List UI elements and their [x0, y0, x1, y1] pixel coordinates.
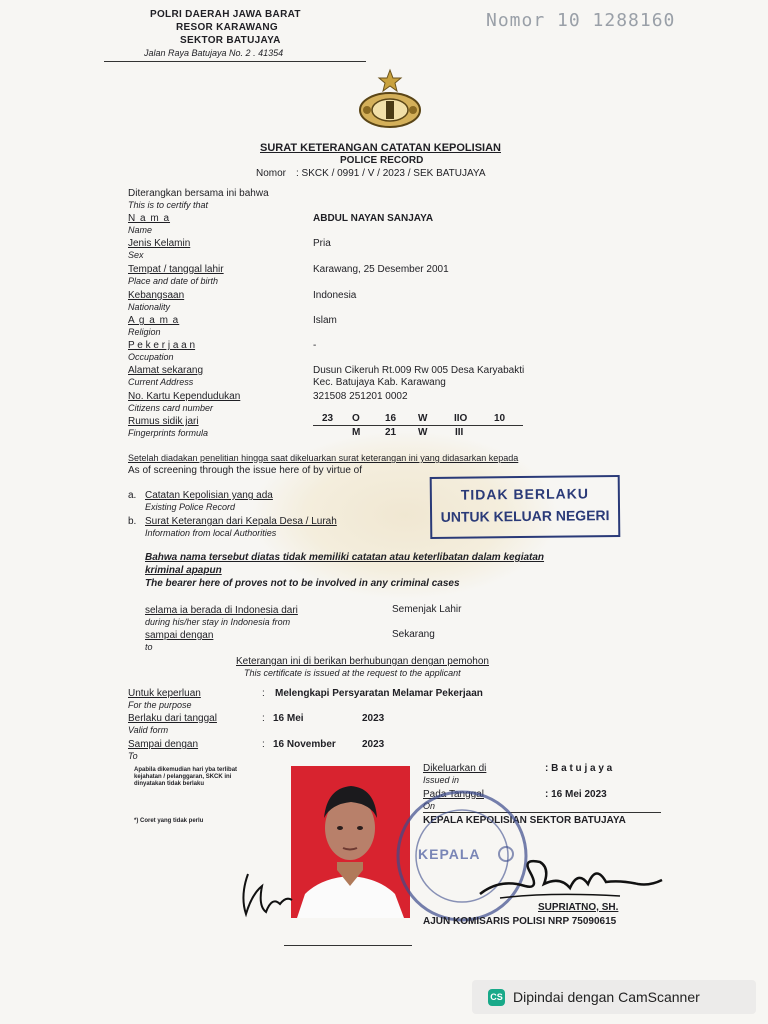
not-valid-abroad-stamp [430, 475, 621, 539]
purpose-label: Untuk keperluan [128, 688, 201, 699]
field-fingerprint-label: Rumus sidik jari [128, 416, 199, 427]
statement-line-2: kriminal apapun [145, 565, 222, 576]
document-serial-number: Nomor 10 1288160 [486, 10, 676, 31]
screening-b-en: Information from local Authorities [145, 528, 277, 538]
screening-a-en: Existing Police Record [145, 502, 236, 512]
applicant-signature [236, 866, 296, 922]
camscanner-logo-icon: CS [488, 989, 505, 1006]
valid-to-year: 2023 [362, 739, 385, 750]
field-occupation-label: P e k e r j a a n [128, 340, 196, 351]
fingerprint-top-2: O [352, 413, 360, 424]
field-address-en: Current Address [128, 377, 194, 387]
valid-to-en: To [128, 751, 138, 761]
screening-a-id: Catatan Kepolisian yang ada [145, 490, 273, 501]
field-occupation-en: Occupation [128, 352, 174, 362]
purpose-intro-id: Keterangan ini di berikan berhubungan dengan pemohon [236, 656, 489, 667]
purpose-value: Melengkapi Persyaratan Melamar Pekerjaan [275, 688, 483, 699]
screening-b-mark: b. [128, 516, 137, 527]
field-birth-en: Place and date of birth [128, 276, 219, 286]
fingerprint-top-6: 10 [494, 413, 506, 424]
stamp-line-1: TIDAK BERLAKU [460, 485, 589, 503]
field-fingerprint-en: Fingerprints formula [128, 428, 209, 438]
document-number-value: : SKCK / 0991 / V / 2023 / SEK BATUJAYA [296, 168, 486, 179]
field-nationality-en: Nationality [128, 302, 171, 312]
stay-to-id: sampai dengan [145, 630, 214, 641]
field-occupation-value: - [313, 340, 317, 351]
valid-from-label: Berlaku dari tanggal [128, 713, 217, 724]
header-line-3: SEKTOR BATUJAYA [180, 35, 281, 46]
issued-date-id: Pada Tanggal [423, 789, 484, 800]
valid-to-label: Sampai dengan [128, 739, 199, 750]
stay-to-en: to [145, 642, 153, 652]
purpose-en: For the purpose [128, 700, 192, 710]
purpose-colon: : [262, 688, 265, 699]
field-name-value: ABDUL NAYAN SANJAYA [313, 213, 434, 224]
issuing-office: KEPALA KEPOLISIAN SEKTOR BATUJAYA [423, 815, 626, 826]
officer-name: SUPRIATNO, SH. [538, 902, 619, 913]
valid-from-colon: : [262, 713, 265, 724]
screening-a-mark: a. [128, 490, 137, 501]
issued-date-en: On [423, 801, 436, 811]
stay-from-value: Semenjak Lahir [392, 604, 462, 615]
camscanner-badge [472, 980, 756, 1014]
fingerprint-divider [313, 425, 523, 426]
purpose-intro-en: This certificate is issued at the request to the applicant [244, 668, 461, 678]
seal-text: KEPALA [418, 846, 481, 862]
intro-id: Diterangkan bersama ini bahwa [128, 188, 269, 199]
valid-to-date: 16 November [273, 739, 336, 750]
strike-note: *) Coret yang tidak perlu [134, 818, 204, 824]
fingerprint-top-4: W [418, 413, 428, 424]
field-birth-value: Karawang, 25 Desember 2001 [313, 264, 449, 275]
stamp-line-2: UNTUK KELUAR NEGERI [440, 507, 610, 525]
fingerprint-bottom-1: M [352, 427, 361, 438]
invalid-note: Apabila dikemudian hari yba terlibat kejahatan / pelanggaran, SKCK ini dinyatakan tidak berlaku [134, 767, 238, 787]
valid-from-year: 2023 [362, 713, 385, 724]
bottom-rule [284, 945, 412, 946]
document-title: SURAT KETERANGAN CATATAN KEPOLISIAN [260, 142, 501, 154]
field-sex-label: Jenis Kelamin [128, 238, 191, 249]
field-idcard-value: 321508 251201 0002 [313, 391, 408, 402]
fingerprint-top-3: 16 [385, 413, 397, 424]
fingerprint-top-1: 23 [322, 413, 334, 424]
field-sex-value: Pria [313, 238, 331, 249]
officer-rank: AJUN KOMISARIS POLISI NRP 75090615 [423, 916, 617, 927]
header-line-2: RESOR KARAWANG [176, 22, 278, 33]
header-line-1: POLRI DAERAH JAWA BARAT [150, 9, 301, 20]
screening-b-id: Surat Keterangan dari Kepala Desa / Lurah [145, 516, 337, 527]
issued-place-id: Dikeluarkan di [423, 763, 487, 774]
document-subtitle: POLICE RECORD [340, 155, 424, 166]
screening-en: As of screening through the issue here of by virtue of [128, 465, 363, 476]
police-emblem-icon [355, 68, 425, 130]
field-idcard-en: Citizens card number [128, 403, 214, 413]
valid-from-en: Valid form [128, 725, 169, 735]
officer-signature [470, 850, 670, 910]
field-name-label: N a m a [128, 213, 171, 224]
fingerprint-top-5: IIO [454, 413, 468, 424]
statement-en: The bearer here of proves not to be involved in any criminal cases [145, 578, 460, 589]
field-address-label: Alamat sekarang [128, 365, 204, 376]
header-divider [104, 61, 366, 62]
stay-from-id: selama ia berada di Indonesia dari [145, 605, 298, 616]
screening-id: Setelah diadakan penelitian hingga saat dikeluarkan surat keterangan ini yang didasarkan kepada [128, 453, 519, 463]
field-address-value: Dusun Cikeruh Rt.009 Rw 005 Desa Karyabakti [313, 365, 525, 376]
field-religion-en: Religion [128, 327, 161, 337]
field-religion-value: Islam [313, 315, 337, 326]
issued-place-en: Issued in [423, 775, 460, 785]
field-address-value-line2: Kec. Batujaya Kab. Karawang [313, 377, 446, 388]
statement-line-1: Bahwa nama tersebut diatas tidak memiliki catatan atau keterlibatan dalam kegiatan [145, 552, 545, 563]
field-idcard-label: No. Kartu Kependudukan [128, 391, 241, 402]
stay-to-value: Sekarang [392, 629, 435, 640]
fingerprint-bottom-4: III [455, 427, 464, 438]
intro-en: This is to certify that [128, 200, 209, 210]
stay-from-en: during his/her stay in Indonesia from [145, 617, 291, 627]
field-sex-en: Sex [128, 250, 144, 260]
field-birth-label: Tempat / tanggal lahir [128, 264, 224, 275]
document-number-label: Nomor [256, 168, 287, 179]
header-address: Jalan Raya Batujaya No. 2 . 41354 [144, 48, 284, 58]
issued-date-value: : 16 Mei 2023 [545, 789, 607, 800]
valid-from-date: 16 Mei [273, 713, 304, 724]
issued-place-value: : B a t u j a y a [545, 763, 613, 774]
fingerprint-bottom-3: W [418, 427, 428, 438]
fingerprint-bottom-2: 21 [385, 427, 397, 438]
camscanner-label: Dipindai dengan CamScanner [513, 989, 700, 1005]
valid-to-colon: : [262, 739, 265, 750]
field-nationality-value: Indonesia [313, 290, 357, 301]
field-religion-label: A g a m a [128, 315, 180, 326]
field-name-en: Name [128, 225, 153, 235]
field-nationality-label: Kebangsaan [128, 290, 185, 301]
